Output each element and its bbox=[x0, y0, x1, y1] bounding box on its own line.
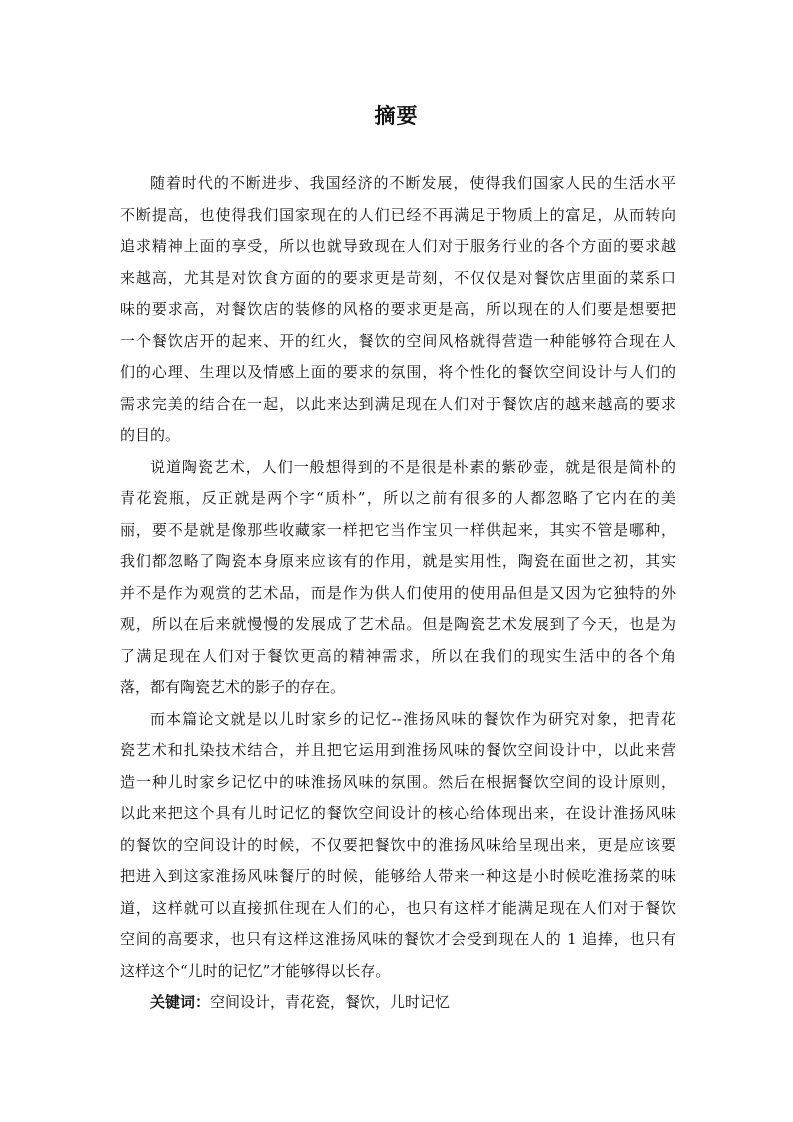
text-line: 味的要求高，对餐饮店的装修的风格的要求更是高，所以现在的人们要是想要把 bbox=[120, 300, 676, 318]
text-line: 追求精神上面的享受，所以也就导致现在人们对于服务行业的各个方面的要求越 bbox=[120, 237, 676, 255]
text-line: 不断提高，也使得我们国家现在的人们已经不再满足于物质上的富足，从而转向 bbox=[120, 205, 676, 224]
text-line: 而本篇论文就是以儿时家乡的记忆--淮扬风味的餐饮作为研究对象，把青花 bbox=[150, 709, 676, 728]
text-line: 需求完美的结合在一起，以此来达到满足现在人们对于餐饮店的越来越高的要求 bbox=[120, 394, 676, 413]
paragraph-1 bbox=[120, 168, 676, 452]
text-line: 并不是作为观赏的艺术品，而是作为供人们使用的使用品但是又因为它独特的外 bbox=[120, 583, 676, 602]
paragraph-3 bbox=[120, 704, 676, 988]
keywords-label: 关键词： bbox=[150, 993, 211, 1011]
text-line: 的目的。 bbox=[120, 426, 181, 444]
text-line: 以此来把这个具有儿时记忆的餐饮空间设计的核心给体现出来，在设计淮扬风味 bbox=[120, 804, 676, 822]
text-line: 瓷艺术和扎染技术结合，并且把它运用到淮扬风味的餐饮空间设计中，以此来营 bbox=[120, 741, 676, 759]
text-line: 这样这个“儿时的记忆”才能够得以长存。 bbox=[120, 961, 391, 980]
text-line: 青花瓷瓶，反正就是两个字“质朴”，所以之前有很多的人都忽略了它内在的美 bbox=[120, 489, 676, 507]
text-line: 随着时代的不断进步、我国经济的不断发展，使得我们国家人民的生活水平 bbox=[150, 174, 676, 192]
text-line: 的餐饮的空间设计的时候，不仅要把餐饮中的淮扬风味给呈现出来，更是应该要 bbox=[120, 835, 676, 854]
text-line: 我们都忽略了陶瓷本身原来应该有的作用，就是实用性，陶瓷在面世之初，其实 bbox=[120, 552, 676, 570]
text-line: 把进入到这家淮扬风味餐厅的时候，能够给人带来一种这是小时候吃淮扬菜的味 bbox=[120, 867, 676, 885]
text-line: 们的心理、生理以及情感上面的要求的氛围，将个性化的餐饮空间设计与人们的 bbox=[120, 363, 676, 381]
text-line: 观，所以在后来就慢慢的发展成了艺术品。但是陶瓷艺术发展到了今天，也是为 bbox=[120, 615, 676, 633]
text-line: 一个餐饮店开的起来、开的红火，餐饮的空间风格就得营造一种能够符合现在人 bbox=[120, 331, 676, 350]
keywords-value: 空间设计，青花瓷，餐饮，儿时记忆 bbox=[210, 993, 451, 1011]
text-line: 空间的高要求，也只有这样这淮扬风味的餐饮才会受到现在人的 1 追捧，也只有 bbox=[120, 930, 676, 948]
text-line: 来越高，尤其是对饮食方面的的要求更是苛刻，不仅仅是对餐饮店里面的菜系口 bbox=[120, 268, 676, 287]
text-line: 造一种儿时家乡记忆中的味淮扬风味的氛围。然后在根据餐饮空间的设计原则， bbox=[120, 772, 676, 791]
abstract-body bbox=[120, 168, 676, 1019]
keywords-line bbox=[120, 987, 676, 1019]
text-line: 道，这样就可以直接抓住现在人们的心，也只有这样才能满足现在人们对于餐饮 bbox=[120, 898, 676, 917]
page-title: 摘要 bbox=[374, 104, 419, 128]
text-line: 丽，要不是就是像那些收藏家一样把它当作宝贝一样供起来，其实不管是哪种， bbox=[120, 520, 676, 539]
text-line: 说道陶瓷艺术，人们一般想得到的不是很是朴素的紫砂壶，就是很是简朴的 bbox=[150, 457, 676, 476]
text-line: 落，都有陶瓷艺术的影子的存在。 bbox=[120, 678, 346, 696]
paragraph-2 bbox=[120, 452, 676, 704]
text-line: 了满足现在人们对于餐饮更高的精神需求，所以在我们的现实生活中的各个角 bbox=[120, 646, 676, 665]
